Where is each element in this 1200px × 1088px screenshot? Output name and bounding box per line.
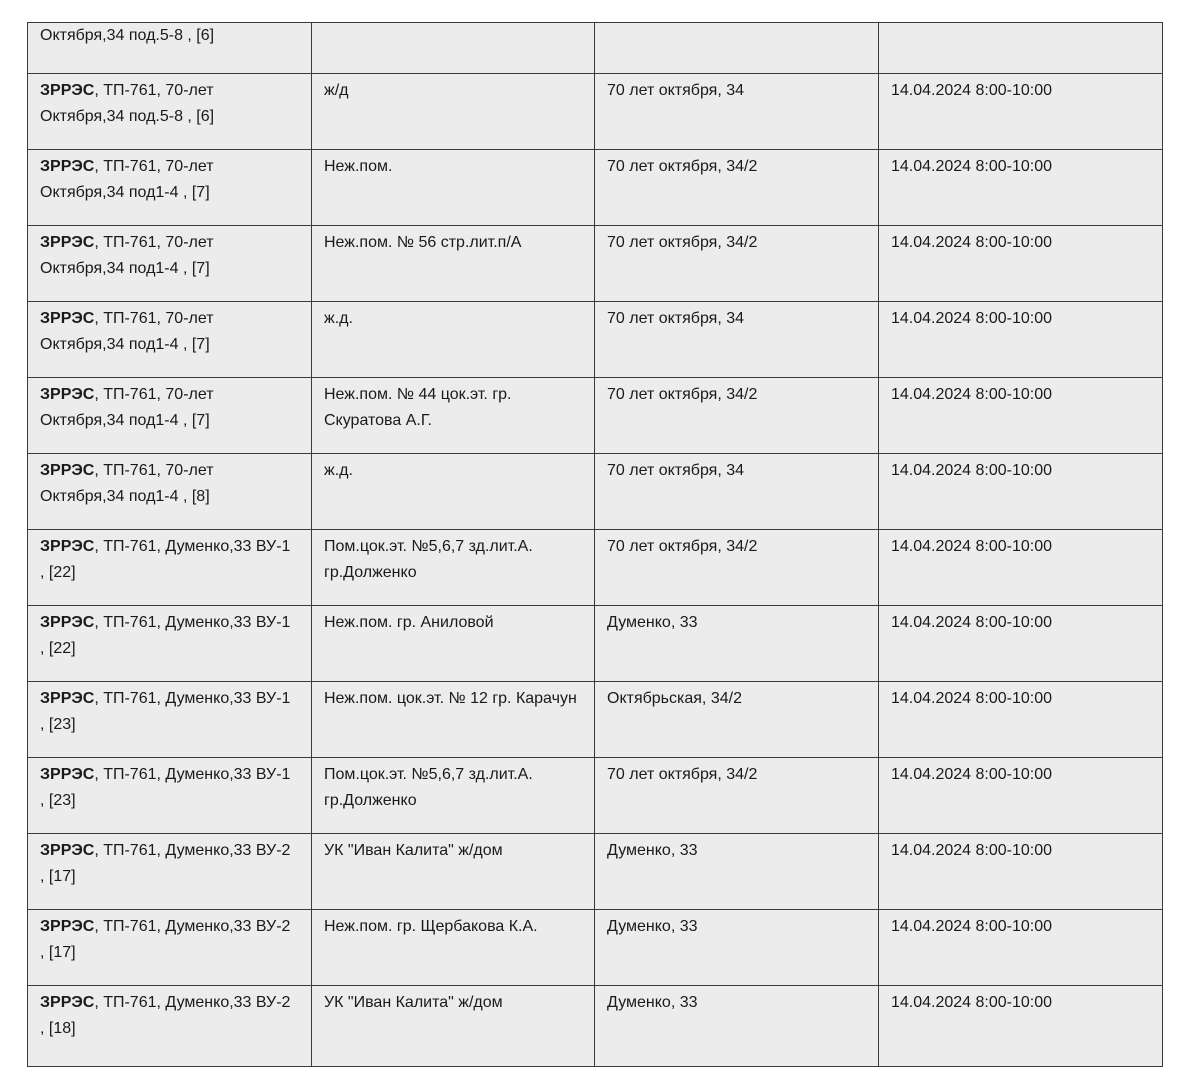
feeder-cell — [28, 986, 312, 1067]
consumer-cell: Неж.пом. № 44 цок.эт. гр. Скуратова А.Г. — [312, 378, 595, 454]
feeder-text: , ТП-761, Думенко,33 ВУ-1 , [22] — [40, 538, 291, 581]
time-cell — [879, 23, 1163, 74]
outage-table — [27, 22, 1163, 1067]
org-name: ЗРРЭС — [40, 614, 95, 631]
org-name: ЗРРЭС — [40, 310, 95, 327]
feeder-text: , ТП-761, 70-лет Октября,34 под1-4 , [8] — [40, 462, 214, 505]
consumer-cell — [312, 23, 595, 74]
feeder-text: , ТП-761, 70-лет Октября,34 под1-4 , [7] — [40, 234, 214, 277]
address-cell: Думенко, 33 — [595, 606, 879, 682]
time-cell: 14.04.2024 8:00-10:00 — [879, 226, 1163, 302]
time-cell: 14.04.2024 8:00-10:00 — [879, 74, 1163, 150]
org-name: ЗРРЭС — [40, 766, 95, 783]
address-cell: 70 лет октября, 34/2 — [595, 226, 879, 302]
time-cell: 14.04.2024 8:00-10:00 — [879, 834, 1163, 910]
org-name: ЗРРЭС — [40, 462, 95, 479]
consumer-cell: ж/д — [312, 74, 595, 150]
org-name: ЗРРЭС — [40, 918, 95, 935]
time-cell: 14.04.2024 8:00-10:00 — [879, 910, 1163, 986]
feeder-cell — [28, 530, 312, 606]
feeder-text: , ТП-761, Думенко,33 ВУ-1 , [22] — [40, 614, 291, 657]
consumer-cell: УК "Иван Калита" ж/дом — [312, 986, 595, 1067]
feeder-text: , ТП-761, 70-лет Октября,34 под.5-8 , [6] — [40, 82, 215, 125]
org-name: ЗРРЭС — [40, 842, 95, 859]
table-row — [28, 606, 1163, 682]
feeder-cell: Октября,34 под.5-8 , [6] — [28, 23, 312, 74]
org-name: ЗРРЭС — [40, 538, 95, 555]
table-row — [28, 758, 1163, 834]
table-row — [28, 454, 1163, 530]
feeder-cell — [28, 682, 312, 758]
time-cell: 14.04.2024 8:00-10:00 — [879, 530, 1163, 606]
table-row — [28, 834, 1163, 910]
feeder-cell — [28, 226, 312, 302]
feeder-text: , ТП-761, 70-лет Октября,34 под1-4 , [7] — [40, 310, 214, 353]
address-cell: 70 лет октября, 34/2 — [595, 530, 879, 606]
address-cell: Думенко, 33 — [595, 834, 879, 910]
address-cell — [595, 23, 879, 74]
table-row — [28, 910, 1163, 986]
time-cell: 14.04.2024 8:00-10:00 — [879, 454, 1163, 530]
address-cell: 70 лет октября, 34 — [595, 74, 879, 150]
table-row — [28, 74, 1163, 150]
feeder-text: , ТП-761, Думенко,33 ВУ-2 , [17] — [40, 842, 291, 885]
consumer-cell: ж.д. — [312, 302, 595, 378]
address-cell: 70 лет октября, 34/2 — [595, 378, 879, 454]
time-cell: 14.04.2024 8:00-10:00 — [879, 606, 1163, 682]
feeder-text: , ТП-761, Думенко,33 ВУ-2 , [17] — [40, 918, 291, 961]
time-cell: 14.04.2024 8:00-10:00 — [879, 682, 1163, 758]
feeder-cell — [28, 302, 312, 378]
feeder-text: , ТП-761, Думенко,33 ВУ-2 , [18] — [40, 994, 291, 1037]
address-cell: 70 лет октября, 34 — [595, 302, 879, 378]
address-cell: Думенко, 33 — [595, 910, 879, 986]
address-cell: 70 лет октября, 34/2 — [595, 758, 879, 834]
consumer-cell: Неж.пом. гр. Аниловой — [312, 606, 595, 682]
time-cell: 14.04.2024 8:00-10:00 — [879, 986, 1163, 1067]
org-name: ЗРРЭС — [40, 690, 95, 707]
consumer-cell: Пом.цок.эт. №5,6,7 зд.лит.А. гр.Долженко — [312, 758, 595, 834]
table-row — [28, 226, 1163, 302]
table-row — [28, 682, 1163, 758]
feeder-cell — [28, 606, 312, 682]
address-cell: Думенко, 33 — [595, 986, 879, 1067]
time-cell: 14.04.2024 8:00-10:00 — [879, 302, 1163, 378]
feeder-text: , ТП-761, Думенко,33 ВУ-1 , [23] — [40, 690, 291, 733]
feeder-cell — [28, 74, 312, 150]
address-cell: 70 лет октября, 34 — [595, 454, 879, 530]
table-row — [28, 530, 1163, 606]
time-cell: 14.04.2024 8:00-10:00 — [879, 378, 1163, 454]
feeder-cell — [28, 454, 312, 530]
address-cell: 70 лет октября, 34/2 — [595, 150, 879, 226]
org-name: ЗРРЭС — [40, 82, 95, 99]
feeder-text: , ТП-761, 70-лет Октября,34 под1-4 , [7] — [40, 386, 214, 429]
time-cell: 14.04.2024 8:00-10:00 — [879, 758, 1163, 834]
consumer-cell: Неж.пом. № 56 стр.лит.п/А — [312, 226, 595, 302]
address-cell: Октябрьская, 34/2 — [595, 682, 879, 758]
time-cell: 14.04.2024 8:00-10:00 — [879, 150, 1163, 226]
feeder-cell — [28, 378, 312, 454]
feeder-text: , ТП-761, Думенко,33 ВУ-1 , [23] — [40, 766, 291, 809]
table-row — [28, 378, 1163, 454]
org-name: ЗРРЭС — [40, 158, 95, 175]
consumer-cell: Неж.пом. — [312, 150, 595, 226]
consumer-cell: УК "Иван Калита" ж/дом — [312, 834, 595, 910]
feeder-cell — [28, 150, 312, 226]
table-row — [28, 302, 1163, 378]
org-name: ЗРРЭС — [40, 386, 95, 403]
consumer-cell: Неж.пом. гр. Щербакова К.А. — [312, 910, 595, 986]
outage-table-body — [28, 23, 1163, 1067]
consumer-cell: Неж.пом. цок.эт. № 12 гр. Карачун — [312, 682, 595, 758]
org-name: ЗРРЭС — [40, 234, 95, 251]
feeder-cell — [28, 910, 312, 986]
org-name: ЗРРЭС — [40, 994, 95, 1011]
feeder-text: , ТП-761, 70-лет Октября,34 под1-4 , [7] — [40, 158, 214, 201]
feeder-cell — [28, 834, 312, 910]
table-row — [28, 986, 1163, 1067]
consumer-cell: Пом.цок.эт. №5,6,7 зд.лит.А. гр.Долженко — [312, 530, 595, 606]
table-row — [28, 150, 1163, 226]
feeder-cell — [28, 758, 312, 834]
consumer-cell: ж.д. — [312, 454, 595, 530]
table-row-continued — [28, 23, 1163, 74]
